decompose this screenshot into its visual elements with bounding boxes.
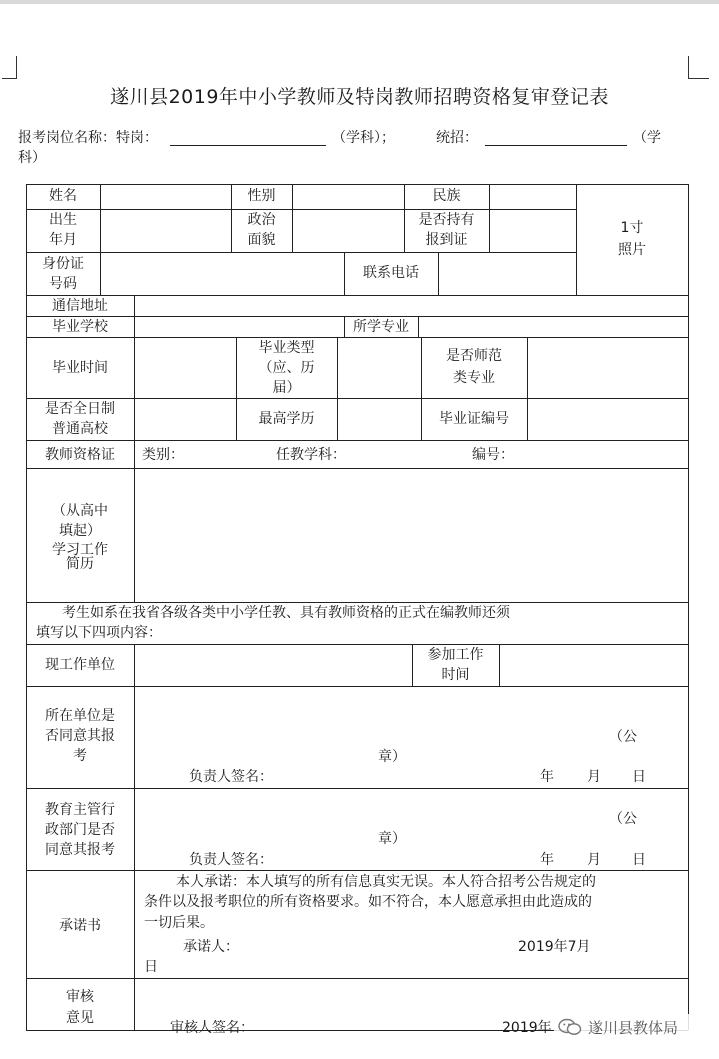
unit-sign-day: 日 — [632, 769, 646, 785]
edu-seal-line1: （公 — [609, 811, 637, 827]
unified-subject-label-2: 科） — [18, 150, 46, 166]
label-pledge: 承诺书 — [59, 918, 101, 934]
notice-line1: 考生如系在我省各级各类中小学任教、具有教师资格的正式在编教师还须 — [62, 605, 510, 621]
label-unit-agree-line1: 所在单位是 — [45, 708, 115, 724]
label-grad-time: 毕业时间 — [52, 360, 108, 376]
unit-seal-line1: （公 — [609, 729, 637, 745]
label-work-start-line1: 参加工作 — [427, 647, 484, 663]
wechat-icon — [558, 1018, 582, 1036]
label-unit-agree-line2: 否同意其报 — [45, 728, 115, 744]
label-birth-line1: 出生 — [49, 212, 77, 228]
label-address: 通信地址 — [52, 298, 108, 314]
label-grad-type-line3: 届） — [272, 380, 301, 396]
label-cert-no: 编号： — [472, 447, 514, 463]
label-teacher-cert: 教师资格证 — [45, 447, 115, 463]
label-report-cert-line2: 报到证 — [425, 232, 468, 248]
crop-mark-left — [2, 56, 17, 79]
edu-sign-month: 月 — [587, 852, 601, 868]
label-major: 所学专业 — [353, 319, 409, 335]
photo-label-line1: 1寸 — [620, 220, 644, 236]
unified-label: 统招： — [436, 130, 478, 146]
label-resume-line2: 填起） — [59, 523, 101, 539]
page-top-edge — [0, 0, 719, 4]
review-date: 2019年 — [502, 1020, 552, 1036]
unified-subject-label-1: （学 — [633, 130, 661, 146]
edu-leader-sign: 负责人签名： — [189, 852, 273, 868]
pledger-label: 承诺人： — [183, 939, 239, 955]
unified-post-blank[interactable] — [485, 145, 627, 146]
pledge-line3: 一切后果。 — [144, 915, 214, 931]
crop-mark-right — [688, 56, 709, 79]
pledge-day: 日 — [144, 959, 158, 975]
unit-sign-year: 年 — [540, 769, 554, 785]
label-cert-subject: 任教学科： — [276, 447, 346, 463]
label-normal-line2: 类专业 — [453, 370, 495, 386]
edu-sign-day: 日 — [632, 852, 646, 868]
label-unit-agree-line3: 考 — [73, 748, 87, 764]
label-resume-line4: 简历 — [66, 556, 94, 572]
label-political-line1: 政治 — [247, 212, 276, 228]
label-grad-type-line2: （应、历 — [258, 360, 315, 376]
post-name-label: 报考岗位名称：特岗： — [18, 130, 158, 146]
document-title: 遂川县2019年中小学教师及特岗教师招聘资格复审登记表 — [110, 86, 609, 108]
notice-line2: 填写以下四项内容： — [36, 625, 162, 641]
label-cert-type: 类别： — [142, 447, 184, 463]
label-name: 姓名 — [49, 188, 77, 204]
label-idcard-line1: 身份证 — [42, 256, 84, 272]
label-work-unit: 现工作单位 — [45, 657, 115, 673]
label-fulltime-line1: 是否全日制 — [45, 401, 115, 417]
label-grad-cert: 毕业证编号 — [439, 411, 509, 427]
label-ethnicity: 民族 — [432, 188, 461, 204]
label-idcard-line2: 号码 — [49, 276, 77, 292]
label-resume-line1: （从高中 — [52, 503, 108, 519]
label-edu-agree-line1: 教育主管行 — [45, 802, 115, 818]
label-review-line1: 审核 — [66, 989, 94, 1005]
edu-sign-year: 年 — [540, 852, 554, 868]
label-school: 毕业学校 — [52, 319, 108, 335]
label-birth-line2: 年月 — [49, 232, 77, 248]
edu-seal-line2: 章） — [378, 831, 406, 847]
pledge-line2: 条件以及报考职位的所有资格要求。如不符合，本人愿意承担由此造成的 — [144, 894, 592, 910]
label-report-cert-line1: 是否持有 — [418, 212, 475, 228]
label-political-line2: 面貌 — [247, 232, 276, 248]
label-edu-agree-line3: 同意其报考 — [45, 842, 115, 858]
label-gender: 性别 — [247, 188, 276, 204]
label-edu-agree-line2: 政部门是否 — [45, 822, 115, 838]
pledge-line1: 本人承诺：本人填写的所有信息真实无误。本人符合招考公告规定的 — [176, 874, 596, 890]
watermark — [554, 1014, 714, 1040]
reviewer-sign: 审核人签名： — [170, 1020, 254, 1036]
pledge-date: 2019年7月 — [518, 939, 591, 955]
unit-leader-sign: 负责人签名： — [189, 769, 273, 785]
special-subject-label: （学科）； — [332, 130, 395, 146]
label-fulltime-line2: 普通高校 — [52, 421, 108, 437]
label-degree: 最高学历 — [258, 411, 315, 427]
special-post-blank[interactable] — [170, 145, 326, 146]
unit-seal-line2: 章） — [378, 749, 406, 765]
label-work-start-line2: 时间 — [441, 667, 470, 683]
label-normal-line1: 是否师范 — [446, 348, 502, 364]
label-grad-type-line1: 毕业类型 — [258, 340, 315, 356]
label-resume-line3: 学习工作 — [52, 542, 108, 558]
photo-label-line2: 照片 — [618, 242, 646, 258]
label-review-line2: 意见 — [66, 1010, 94, 1026]
watermark-text: 遂川县教体局 — [588, 1019, 679, 1037]
unit-sign-month: 月 — [587, 769, 601, 785]
label-phone: 联系电话 — [363, 265, 419, 281]
